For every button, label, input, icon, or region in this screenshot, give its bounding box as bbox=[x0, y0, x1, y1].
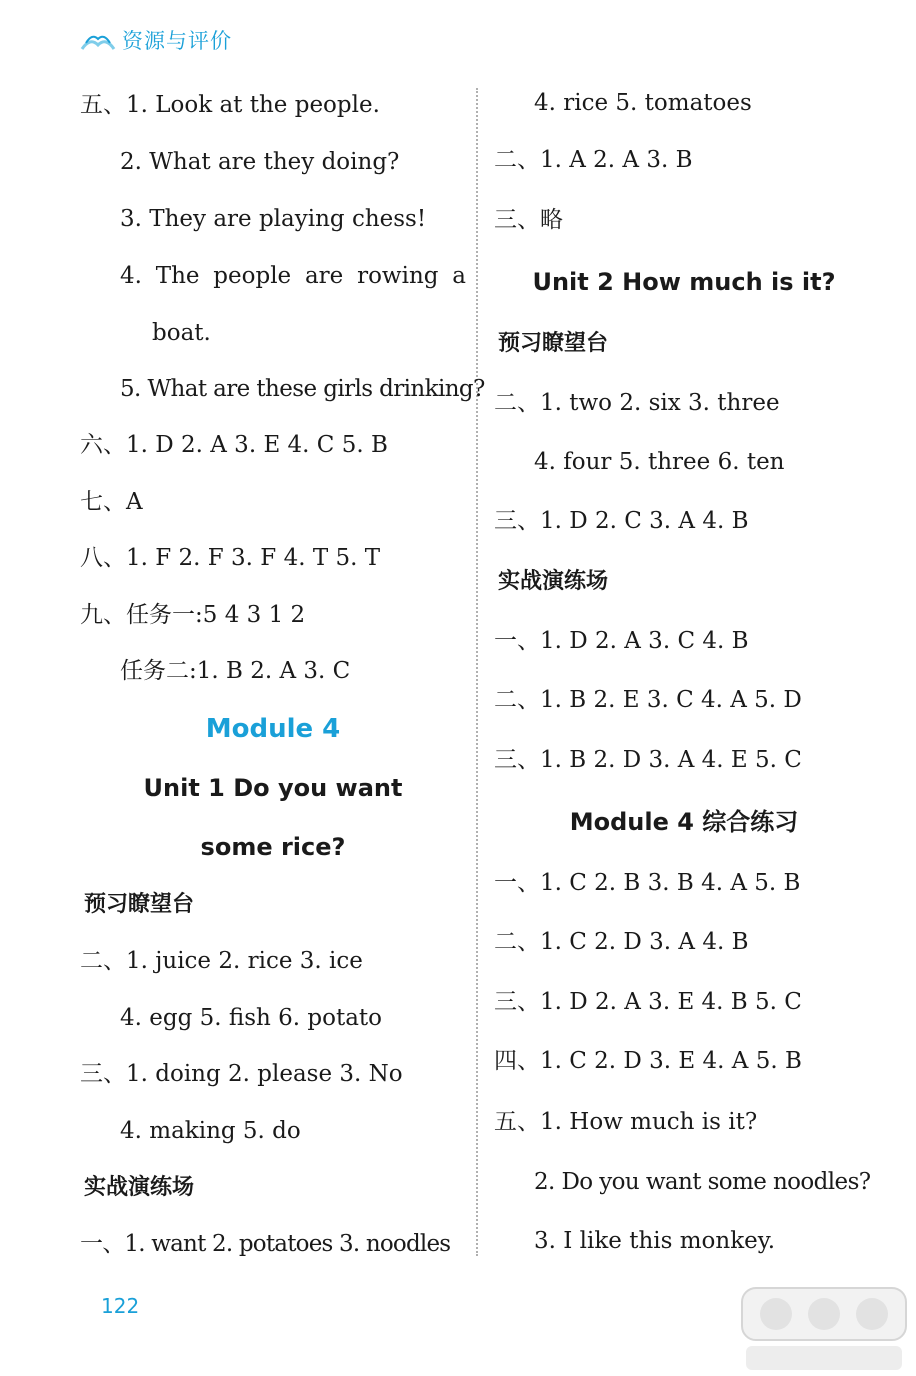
answer-line: 2. What are they doing? bbox=[120, 149, 400, 175]
answer-line: 5. What are these girls drinking? bbox=[120, 376, 485, 402]
answer-line: 二、1. A 2. A 3. B bbox=[494, 147, 693, 173]
unit-heading: Unit 1 Do you want bbox=[143, 774, 403, 802]
answer-line: 4. egg 5. fish 6. potato bbox=[120, 1005, 383, 1031]
module-review-heading: Module 4 综合练习 bbox=[569, 808, 799, 836]
answer-line: 三、1. D 2. C 3. A 4. B bbox=[494, 508, 749, 534]
answer-line: 二、1. B 2. E 3. C 4. A 5. D bbox=[494, 687, 802, 713]
answer-line: 五、1. How much is it? bbox=[494, 1109, 758, 1135]
answer-line: 2. Do you want some noodles? bbox=[534, 1169, 871, 1195]
unit-heading: Unit 2 How much is it? bbox=[532, 268, 836, 296]
answer-line: 二、1. C 2. D 3. A 4. B bbox=[494, 929, 749, 955]
watermark-logo-icon bbox=[736, 1284, 912, 1376]
answer-line: 任务二:1. B 2. A 3. C bbox=[120, 658, 351, 684]
page-header bbox=[78, 22, 232, 58]
answer-line: 三、1. D 2. A 3. E 4. B 5. C bbox=[494, 989, 802, 1015]
unit-heading-continued: some rice? bbox=[200, 833, 346, 861]
answer-line: 七、A bbox=[80, 489, 143, 515]
answer-line: 3. I like this monkey. bbox=[534, 1228, 776, 1254]
answer-line: 八、1. F 2. F 3. F 4. T 5. T bbox=[80, 545, 381, 571]
answer-line: 3. They are playing chess! bbox=[120, 206, 427, 232]
section-heading-preview: 预习瞭望台 bbox=[498, 331, 609, 356]
answer-line: 五、1. Look at the people. bbox=[80, 92, 380, 118]
book-logo-icon bbox=[78, 23, 118, 57]
section-heading-practice: 实战演练场 bbox=[84, 1175, 195, 1200]
answer-line: 九、任务一:5 4 3 1 2 bbox=[80, 602, 306, 628]
answer-line: 一、1. D 2. A 3. C 4. B bbox=[494, 628, 749, 654]
answer-line: 4. making 5. do bbox=[120, 1118, 301, 1144]
answer-line: 4. four 5. three 6. ten bbox=[534, 449, 785, 475]
module-heading: Module 4 bbox=[205, 714, 341, 744]
section-heading-preview: 预习瞭望台 bbox=[84, 892, 195, 917]
answer-line: 六、1. D 2. A 3. E 4. C 5. B bbox=[80, 432, 388, 458]
answer-line: 一、1. want 2. potatoes 3. noodles bbox=[80, 1231, 451, 1257]
answer-line: 4. rice 5. tomatoes bbox=[534, 90, 752, 116]
answer-line: 二、1. juice 2. rice 3. ice bbox=[80, 948, 363, 974]
answer-line: 三、略 bbox=[494, 207, 563, 233]
answer-line: 三、1. doing 2. please 3. No bbox=[80, 1061, 403, 1087]
page-number: 122 bbox=[101, 1294, 140, 1318]
section-heading-practice: 实战演练场 bbox=[498, 569, 609, 594]
answer-line: 一、1. C 2. B 3. B 4. A 5. B bbox=[494, 870, 801, 896]
answer-line: 4. The people are rowing a bbox=[120, 263, 466, 289]
answer-line: 四、1. C 2. D 3. E 4. A 5. B bbox=[494, 1048, 802, 1074]
answer-line: 三、1. B 2. D 3. A 4. E 5. C bbox=[494, 747, 802, 773]
answer-line: boat. bbox=[152, 320, 211, 346]
column-divider bbox=[476, 88, 478, 1256]
header-title: 资源与评价 bbox=[122, 29, 232, 53]
answer-line: 二、1. two 2. six 3. three bbox=[494, 390, 780, 416]
